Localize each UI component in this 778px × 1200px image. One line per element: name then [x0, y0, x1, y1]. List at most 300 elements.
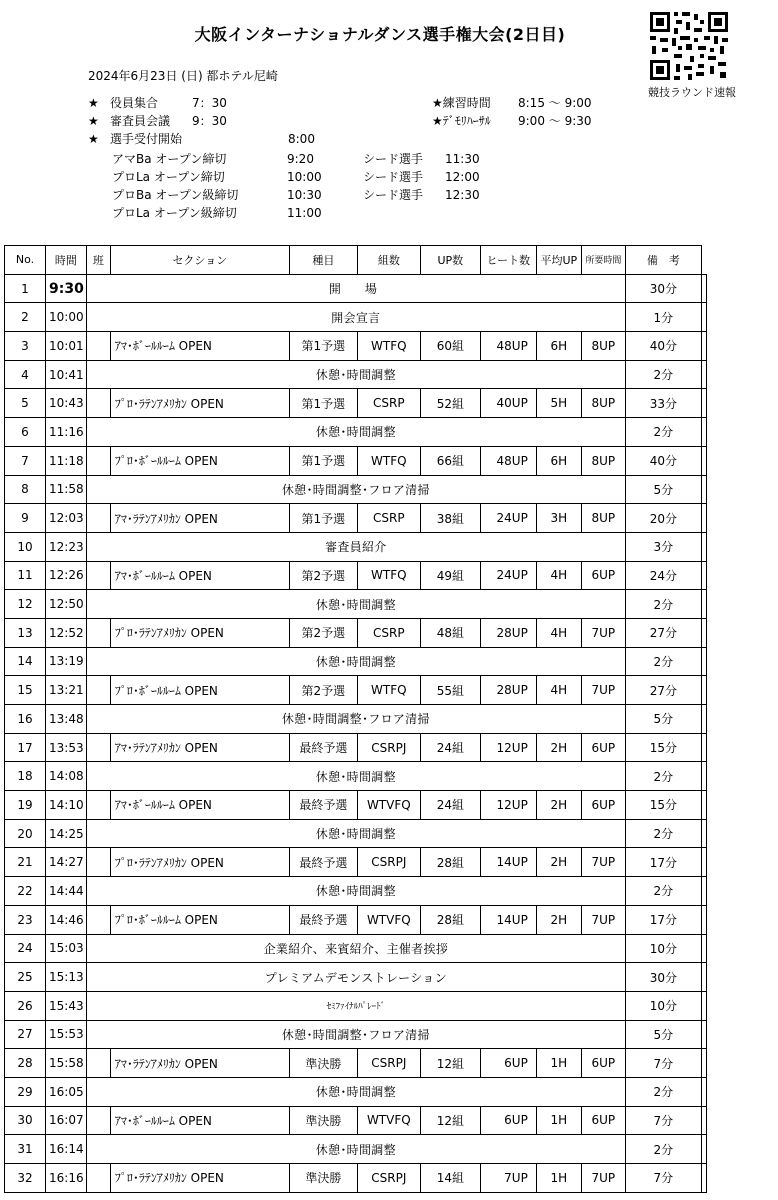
row-duration: 2分 [625, 819, 701, 848]
table-row [5, 561, 707, 590]
table-row [5, 389, 707, 418]
row-time: 10:00 [46, 303, 87, 332]
row-time: 14:46 [46, 905, 87, 934]
table-row [5, 963, 707, 992]
row-no: 28 [5, 1049, 46, 1078]
row-remarks [701, 848, 706, 877]
row-time: 9:30 [46, 274, 87, 303]
deadline-row: プロLa オープン締切 10:00 シード選手 12:00 [112, 170, 480, 184]
row-event: 休憩･時間調整･フロア清掃 [86, 475, 625, 504]
row-remarks [701, 1106, 706, 1135]
row-up: 14UP [480, 848, 536, 877]
row-remarks [701, 819, 706, 848]
row-up: 48UP [480, 332, 536, 361]
row-avg-up: 7UP [581, 905, 625, 934]
row-time: 16:16 [46, 1164, 87, 1193]
table-row [5, 446, 707, 475]
table-row [5, 618, 707, 647]
row-no: 8 [5, 475, 46, 504]
row-no: 31 [5, 1135, 46, 1164]
row-heats: 4H [536, 561, 581, 590]
row-couples: 48組 [420, 618, 480, 647]
row-heats: 2H [536, 733, 581, 762]
row-duration: 17分 [625, 848, 701, 877]
row-remarks [701, 389, 706, 418]
row-duration: 2分 [625, 1077, 701, 1106]
row-dances: CSRP [357, 389, 420, 418]
col-header-up: UP数 [420, 246, 480, 275]
table-row [5, 360, 707, 389]
row-avg-up: 7UP [581, 848, 625, 877]
row-time: 15:58 [46, 1049, 87, 1078]
row-duration: 5分 [625, 705, 701, 734]
row-section: ﾌﾟﾛ･ﾗﾃﾝｱﾒﾘｶﾝ OPEN [110, 389, 289, 418]
row-duration: 2分 [625, 360, 701, 389]
row-section: ﾌﾟﾛ･ﾗﾃﾝｱﾒﾘｶﾝ OPEN [110, 618, 289, 647]
row-up: 24UP [480, 504, 536, 533]
row-dances: CSRPJ [357, 848, 420, 877]
row-no: 21 [5, 848, 46, 877]
row-avg-up: 7UP [581, 1164, 625, 1193]
row-section: ｱﾏ･ﾎﾞｰﾙﾙｰﾑ OPEN [110, 561, 289, 590]
table-row [5, 905, 707, 934]
row-event: 審査員紹介 [86, 532, 625, 561]
row-no: 5 [5, 389, 46, 418]
table-row [5, 733, 707, 762]
row-duration: 30分 [625, 963, 701, 992]
row-time: 14:08 [46, 762, 87, 791]
row-group [86, 1049, 110, 1078]
row-no: 20 [5, 819, 46, 848]
row-remarks [701, 762, 706, 791]
row-heats: 2H [536, 848, 581, 877]
row-heats: 2H [536, 905, 581, 934]
row-duration: 30分 [625, 274, 701, 303]
row-group [86, 733, 110, 762]
row-remarks [701, 418, 706, 447]
row-duration: 27分 [625, 618, 701, 647]
col-header-remarks: 備 考 [625, 246, 701, 275]
row-duration: 2分 [625, 877, 701, 906]
info-demo-rehearsal: ★ﾃﾞﾓﾘﾊｰｻﾙ 9:00 〜 9:30 [432, 114, 592, 128]
row-event: 休憩･時間調整 [86, 360, 625, 389]
row-couples: 24組 [420, 791, 480, 820]
table-row [5, 877, 707, 906]
row-no: 3 [5, 332, 46, 361]
row-remarks [701, 647, 706, 676]
col-header-avg-up: 平均UP [536, 246, 581, 275]
row-avg-up: 7UP [581, 676, 625, 705]
table-row [5, 332, 707, 361]
row-section: ｱﾏ･ﾎﾞｰﾙﾙｰﾑ OPEN [110, 332, 289, 361]
row-heats: 4H [536, 618, 581, 647]
table-row [5, 676, 707, 705]
row-section: ﾌﾟﾛ･ﾗﾃﾝｱﾒﾘｶﾝ OPEN [110, 1164, 289, 1193]
row-time: 10:01 [46, 332, 87, 361]
row-round: 準決勝 [289, 1106, 357, 1135]
row-up: 28UP [480, 676, 536, 705]
table-row [5, 418, 707, 447]
table-row [5, 1106, 707, 1135]
row-event: プレミアムデモンストレーション [86, 963, 625, 992]
row-event: 休憩･時間調整 [86, 590, 625, 619]
row-couples: 28組 [420, 905, 480, 934]
row-avg-up: 8UP [581, 332, 625, 361]
row-no: 29 [5, 1077, 46, 1106]
row-no: 4 [5, 360, 46, 389]
row-up: 28UP [480, 618, 536, 647]
row-no: 23 [5, 905, 46, 934]
row-no: 32 [5, 1164, 46, 1193]
row-remarks [701, 733, 706, 762]
row-dances: CSRPJ [357, 1049, 420, 1078]
row-couples: 12組 [420, 1106, 480, 1135]
row-event: ｾﾐﾌｧｲﾅﾙﾊﾟﾚｰﾄﾞ [86, 991, 625, 1020]
row-time: 10:43 [46, 389, 87, 418]
row-duration: 33分 [625, 389, 701, 418]
row-duration: 17分 [625, 905, 701, 934]
row-couples: 38組 [420, 504, 480, 533]
row-time: 16:05 [46, 1077, 87, 1106]
deadline-row: プロLa オープン級締切 11:00 [112, 206, 322, 220]
table-row [5, 934, 707, 963]
row-time: 11:16 [46, 418, 87, 447]
row-group [86, 905, 110, 934]
row-no: 16 [5, 705, 46, 734]
row-up: 12UP [480, 791, 536, 820]
row-round: 準決勝 [289, 1164, 357, 1193]
row-avg-up: 6UP [581, 561, 625, 590]
table-row [5, 1077, 707, 1106]
row-no: 30 [5, 1106, 46, 1135]
row-dances: WTVFQ [357, 905, 420, 934]
row-duration: 7分 [625, 1164, 701, 1193]
col-header-couples: 組数 [357, 246, 420, 275]
row-event: 開 場 [86, 274, 625, 303]
row-couples: 55組 [420, 676, 480, 705]
row-no: 11 [5, 561, 46, 590]
row-remarks [701, 1049, 706, 1078]
row-time: 14:44 [46, 877, 87, 906]
row-avg-up: 8UP [581, 389, 625, 418]
row-time: 15:43 [46, 991, 87, 1020]
row-section: ｱﾏ･ﾗﾃﾝｱﾒﾘｶﾝ OPEN [110, 504, 289, 533]
row-duration: 2分 [625, 418, 701, 447]
table-row [5, 590, 707, 619]
row-remarks [701, 561, 706, 590]
table-row [5, 303, 707, 332]
event-date-venue: 2024年6月23日 (日) 都ホテル尼崎 [88, 69, 278, 83]
row-time: 12:52 [46, 618, 87, 647]
row-event: 休憩･時間調整 [86, 762, 625, 791]
row-time: 14:27 [46, 848, 87, 877]
table-row [5, 532, 707, 561]
row-group [86, 561, 110, 590]
row-section: ｱﾏ･ﾎﾞｰﾙﾙｰﾑ OPEN [110, 1106, 289, 1135]
row-time: 15:53 [46, 1020, 87, 1049]
table-row [5, 819, 707, 848]
row-group [86, 332, 110, 361]
row-no: 27 [5, 1020, 46, 1049]
row-remarks [701, 1135, 706, 1164]
row-group [86, 389, 110, 418]
row-round: 第1予選 [289, 504, 357, 533]
row-duration: 3分 [625, 532, 701, 561]
row-no: 26 [5, 991, 46, 1020]
row-remarks [701, 705, 706, 734]
row-remarks [701, 1020, 706, 1049]
row-dances: CSRP [357, 504, 420, 533]
row-group [86, 446, 110, 475]
row-section: ﾌﾟﾛ･ﾗﾃﾝｱﾒﾘｶﾝ OPEN [110, 848, 289, 877]
row-duration: 5分 [625, 475, 701, 504]
row-time: 10:41 [46, 360, 87, 389]
row-time: 15:13 [46, 963, 87, 992]
row-no: 14 [5, 647, 46, 676]
row-event: 休憩･時間調整 [86, 1135, 625, 1164]
row-up: 48UP [480, 446, 536, 475]
row-no: 13 [5, 618, 46, 647]
table-header-row [5, 246, 707, 275]
row-time: 11:18 [46, 446, 87, 475]
row-heats: 1H [536, 1106, 581, 1135]
row-time: 16:14 [46, 1135, 87, 1164]
row-time: 14:10 [46, 791, 87, 820]
row-round: 第2予選 [289, 561, 357, 590]
col-header-duration: 所要時間 [581, 246, 625, 275]
schedule-table [4, 245, 707, 1193]
row-time: 16:07 [46, 1106, 87, 1135]
table-row [5, 1049, 707, 1078]
row-no: 2 [5, 303, 46, 332]
row-time: 12:03 [46, 504, 87, 533]
row-no: 22 [5, 877, 46, 906]
col-header-section: セクション [110, 246, 289, 275]
row-time: 12:26 [46, 561, 87, 590]
row-up: 14UP [480, 905, 536, 934]
table-row [5, 274, 707, 303]
row-group [86, 1164, 110, 1193]
row-duration: 15分 [625, 733, 701, 762]
row-duration: 2分 [625, 590, 701, 619]
row-time: 15:03 [46, 934, 87, 963]
row-remarks [701, 504, 706, 533]
table-row [5, 504, 707, 533]
row-heats: 6H [536, 446, 581, 475]
row-section: ﾌﾟﾛ･ﾎﾞｰﾙﾙｰﾑ OPEN [110, 676, 289, 705]
row-duration: 10分 [625, 934, 701, 963]
row-event: 休憩･時間調整 [86, 1077, 625, 1106]
row-round: 最終予選 [289, 848, 357, 877]
row-up: 24UP [480, 561, 536, 590]
row-round: 準決勝 [289, 1049, 357, 1078]
row-remarks [701, 475, 706, 504]
col-header-group: 班 [86, 246, 110, 275]
row-event: 休憩･時間調整 [86, 819, 625, 848]
row-avg-up: 6UP [581, 733, 625, 762]
info-judges-meeting: ★ 審査員会議 9：30 [88, 114, 227, 128]
row-round: 最終予選 [289, 733, 357, 762]
row-remarks [701, 360, 706, 389]
row-couples: 24組 [420, 733, 480, 762]
table-row [5, 848, 707, 877]
row-time: 13:19 [46, 647, 87, 676]
row-round: 第2予選 [289, 618, 357, 647]
row-no: 7 [5, 446, 46, 475]
row-time: 11:58 [46, 475, 87, 504]
row-up: 6UP [480, 1106, 536, 1135]
row-heats: 4H [536, 676, 581, 705]
row-remarks [701, 618, 706, 647]
row-avg-up: 8UP [581, 446, 625, 475]
row-group [86, 676, 110, 705]
row-dances: CSRPJ [357, 733, 420, 762]
row-round: 第1予選 [289, 446, 357, 475]
row-section: ｱﾏ･ﾗﾃﾝｱﾒﾘｶﾝ OPEN [110, 1049, 289, 1078]
row-dances: CSRP [357, 618, 420, 647]
row-event: 休憩･時間調整 [86, 418, 625, 447]
row-time: 14:25 [46, 819, 87, 848]
row-duration: 2分 [625, 762, 701, 791]
col-header-no: No. [5, 246, 46, 275]
deadline-row: アマBa オープン締切 9:20 シード選手 11:30 [112, 152, 480, 166]
row-time: 12:50 [46, 590, 87, 619]
row-remarks [701, 1164, 706, 1193]
row-remarks [701, 303, 706, 332]
row-event: 企業紹介、来賓紹介、主催者挨拶 [86, 934, 625, 963]
row-dances: WTFQ [357, 676, 420, 705]
row-duration: 2分 [625, 1135, 701, 1164]
row-remarks [701, 963, 706, 992]
row-no: 10 [5, 532, 46, 561]
qr-code-icon[interactable] [648, 10, 730, 82]
col-header-heats: ヒート数 [480, 246, 536, 275]
row-section: ｱﾏ･ﾎﾞｰﾙﾙｰﾑ OPEN [110, 791, 289, 820]
row-up: 40UP [480, 389, 536, 418]
row-round: 最終予選 [289, 791, 357, 820]
table-row [5, 791, 707, 820]
row-heats: 1H [536, 1049, 581, 1078]
row-time: 13:21 [46, 676, 87, 705]
row-remarks [701, 590, 706, 619]
table-row [5, 1164, 707, 1193]
info-reception: ★ 選手受付開始 8:00 [88, 132, 315, 146]
row-duration: 2分 [625, 647, 701, 676]
row-no: 15 [5, 676, 46, 705]
row-duration: 20分 [625, 504, 701, 533]
row-duration: 7分 [625, 1106, 701, 1135]
row-round: 第1予選 [289, 332, 357, 361]
row-dances: WTFQ [357, 446, 420, 475]
row-duration: 40分 [625, 332, 701, 361]
row-dances: WTVFQ [357, 791, 420, 820]
row-couples: 66組 [420, 446, 480, 475]
table-row [5, 991, 707, 1020]
info-officials: ★ 役員集合 7：30 [88, 96, 227, 110]
row-no: 17 [5, 733, 46, 762]
row-no: 1 [5, 274, 46, 303]
row-remarks [701, 1077, 706, 1106]
row-couples: 60組 [420, 332, 480, 361]
col-header-time: 時間 [46, 246, 87, 275]
row-dances: CSRPJ [357, 1164, 420, 1193]
row-no: 12 [5, 590, 46, 619]
row-duration: 27分 [625, 676, 701, 705]
row-no: 19 [5, 791, 46, 820]
row-no: 6 [5, 418, 46, 447]
row-heats: 6H [536, 332, 581, 361]
row-group [86, 791, 110, 820]
row-group [86, 618, 110, 647]
row-remarks [701, 791, 706, 820]
row-group [86, 504, 110, 533]
row-section: ﾌﾟﾛ･ﾎﾞｰﾙﾙｰﾑ OPEN [110, 446, 289, 475]
row-time: 13:48 [46, 705, 87, 734]
row-no: 24 [5, 934, 46, 963]
row-up: 12UP [480, 733, 536, 762]
row-avg-up: 7UP [581, 618, 625, 647]
row-group [86, 848, 110, 877]
row-round: 第1予選 [289, 389, 357, 418]
row-couples: 52組 [420, 389, 480, 418]
row-avg-up: 8UP [581, 504, 625, 533]
row-round: 最終予選 [289, 905, 357, 934]
row-up: 7UP [480, 1164, 536, 1193]
row-time: 12:23 [46, 532, 87, 561]
row-no: 25 [5, 963, 46, 992]
row-group [86, 1106, 110, 1135]
row-duration: 24分 [625, 561, 701, 590]
row-couples: 49組 [420, 561, 480, 590]
row-event: 休憩･時間調整･フロア清掃 [86, 705, 625, 734]
row-remarks [701, 446, 706, 475]
table-row [5, 705, 707, 734]
row-heats: 3H [536, 504, 581, 533]
row-couples: 28組 [420, 848, 480, 877]
deadline-row: プロBa オープン級締切 10:30 シード選手 12:30 [112, 188, 480, 202]
row-no: 18 [5, 762, 46, 791]
row-duration: 1分 [625, 303, 701, 332]
table-row [5, 647, 707, 676]
row-avg-up: 6UP [581, 791, 625, 820]
row-section: ﾌﾟﾛ･ﾎﾞｰﾙﾙｰﾑ OPEN [110, 905, 289, 934]
row-event: 休憩･時間調整 [86, 647, 625, 676]
row-section: ｱﾏ･ﾗﾃﾝｱﾒﾘｶﾝ OPEN [110, 733, 289, 762]
row-remarks [701, 274, 706, 303]
row-remarks [701, 991, 706, 1020]
row-no: 9 [5, 504, 46, 533]
page-title: 大阪インターナショナルダンス選手権大会(2日目) [194, 25, 566, 44]
row-duration: 15分 [625, 791, 701, 820]
row-avg-up: 6UP [581, 1106, 625, 1135]
table-row [5, 1135, 707, 1164]
row-dances: WTVFQ [357, 1106, 420, 1135]
row-time: 13:53 [46, 733, 87, 762]
row-remarks [701, 905, 706, 934]
row-round: 第2予選 [289, 676, 357, 705]
row-duration: 10分 [625, 991, 701, 1020]
table-row [5, 762, 707, 791]
row-remarks [701, 532, 706, 561]
row-avg-up: 6UP [581, 1049, 625, 1078]
row-event: 休憩･時間調整･フロア清掃 [86, 1020, 625, 1049]
row-remarks [701, 676, 706, 705]
qr-caption: 競技ラウンド速報 [648, 86, 736, 99]
row-dances: WTFQ [357, 332, 420, 361]
row-heats: 1H [536, 1164, 581, 1193]
row-remarks [701, 877, 706, 906]
row-remarks [701, 934, 706, 963]
